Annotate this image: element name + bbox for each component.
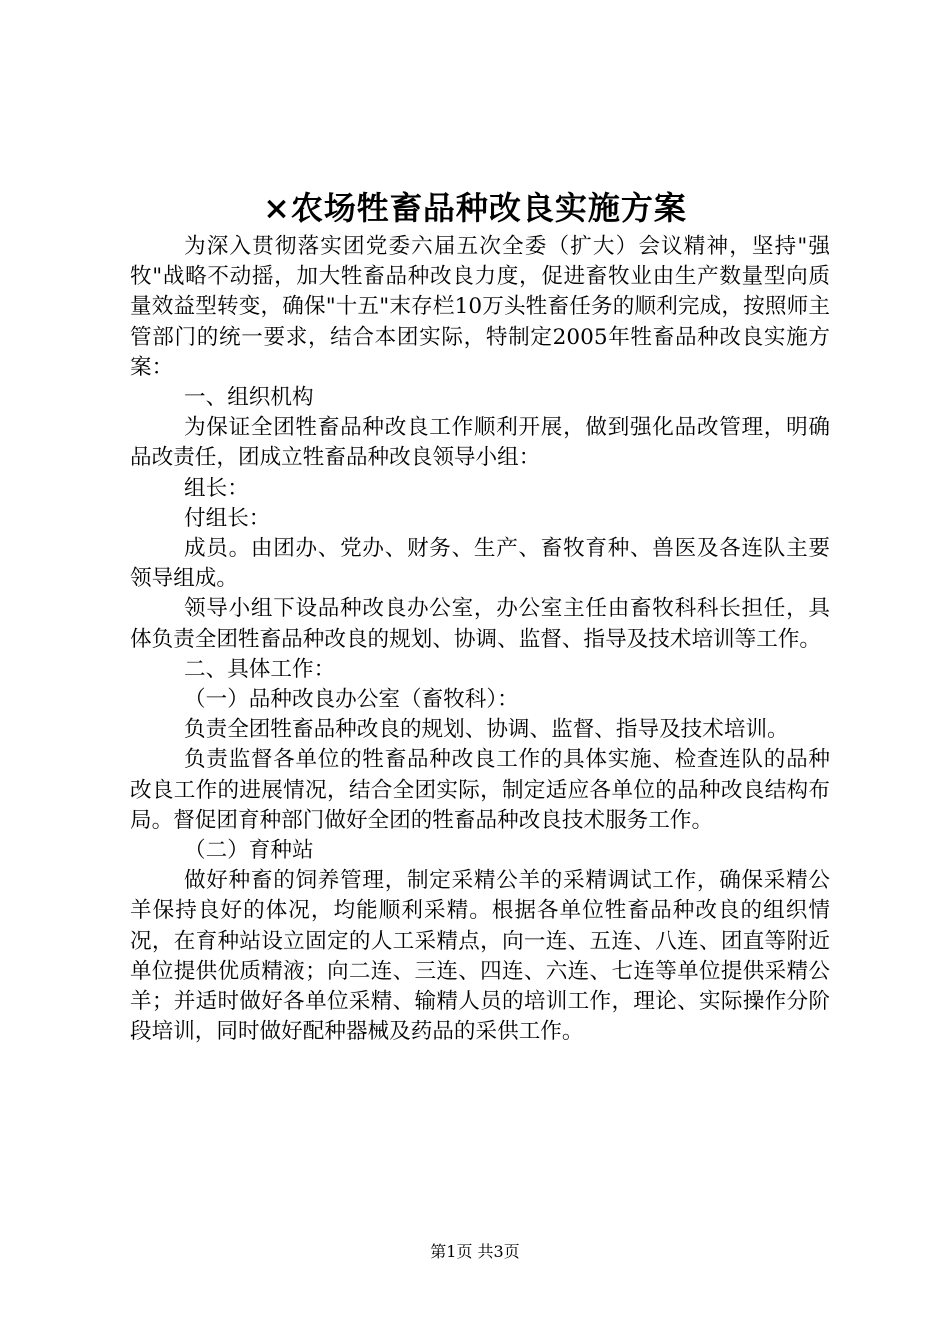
document-title: ×农场牲畜品种改良实施方案	[263, 189, 687, 227]
subsection-heading-office: （一）品种改良办公室（畜牧科）：	[184, 687, 519, 713]
page-number-footer: 第1页 共3页	[430, 1242, 520, 1261]
body-paragraph: 为保证全团牲畜品种改良工作顺利开展，做到强化品改管理，明确品改责任，团成立牲畜品种改良领导小组：	[130, 415, 830, 471]
subsection-heading-breeding-station: （二）育种站	[184, 838, 314, 864]
body-paragraph: 做好种畜的饲养管理，制定采精公羊的采精调试工作，确保采精公羊保持良好的体况，均能顺利采精。根据各单位牲畜品种改良的组织情况，在育种站设立固定的人工采精点，向一连、五连、八连、团直等附近单位提供优质精液；向二连、三连、四连、六连、七连等单位提供采精公羊；并适时做好各单位采精、输精人员的培训工作，理论、实际操作分阶段培训，同时做好配种器械及药品的采供工作。	[130, 868, 830, 1045]
document-body	[130, 232, 830, 1047]
intro-paragraph: 为深入贯彻落实团党委六届五次全委（扩大）会议精神，坚持"强牧"战略不动摇，加大牲畜品种改良力度，促进畜牧业由生产数量型向质量效益型转变，确保"十五"末存栏10万头牲畜任务的顺利完成，按照师主管部门的统一要求，结合本团实际，特制定2005年牲畜品种改良实施方案：	[130, 234, 830, 380]
members-paragraph: 成员。由团办、党办、财务、生产、畜牧育种、兽医及各连队主要领导组成。	[130, 536, 830, 592]
leader-line: 组长：	[184, 475, 249, 501]
body-paragraph: 负责监督各单位的牲畜品种改良工作的具体实施、检查连队的品种改良工作的进展情况，结合全团实际，制定适应各单位的品种改良结构布局。督促团育种部门做好全团的牲畜品种改良技术服务工作。	[130, 747, 830, 833]
section-heading-tasks: 二、具体工作：	[184, 656, 336, 682]
body-paragraph: 领导小组下设品种改良办公室，办公室主任由畜牧科科长担任，具体负责全团牲畜品种改良的规划、协调、监督、指导及技术培训等工作。	[130, 596, 830, 652]
body-paragraph: 负责全团牲畜品种改良的规划、协调、监督、指导及技术培训。	[184, 717, 789, 743]
deputy-leader-line: 付组长：	[184, 505, 271, 531]
section-heading-organization: 一、组织机构	[184, 385, 314, 411]
